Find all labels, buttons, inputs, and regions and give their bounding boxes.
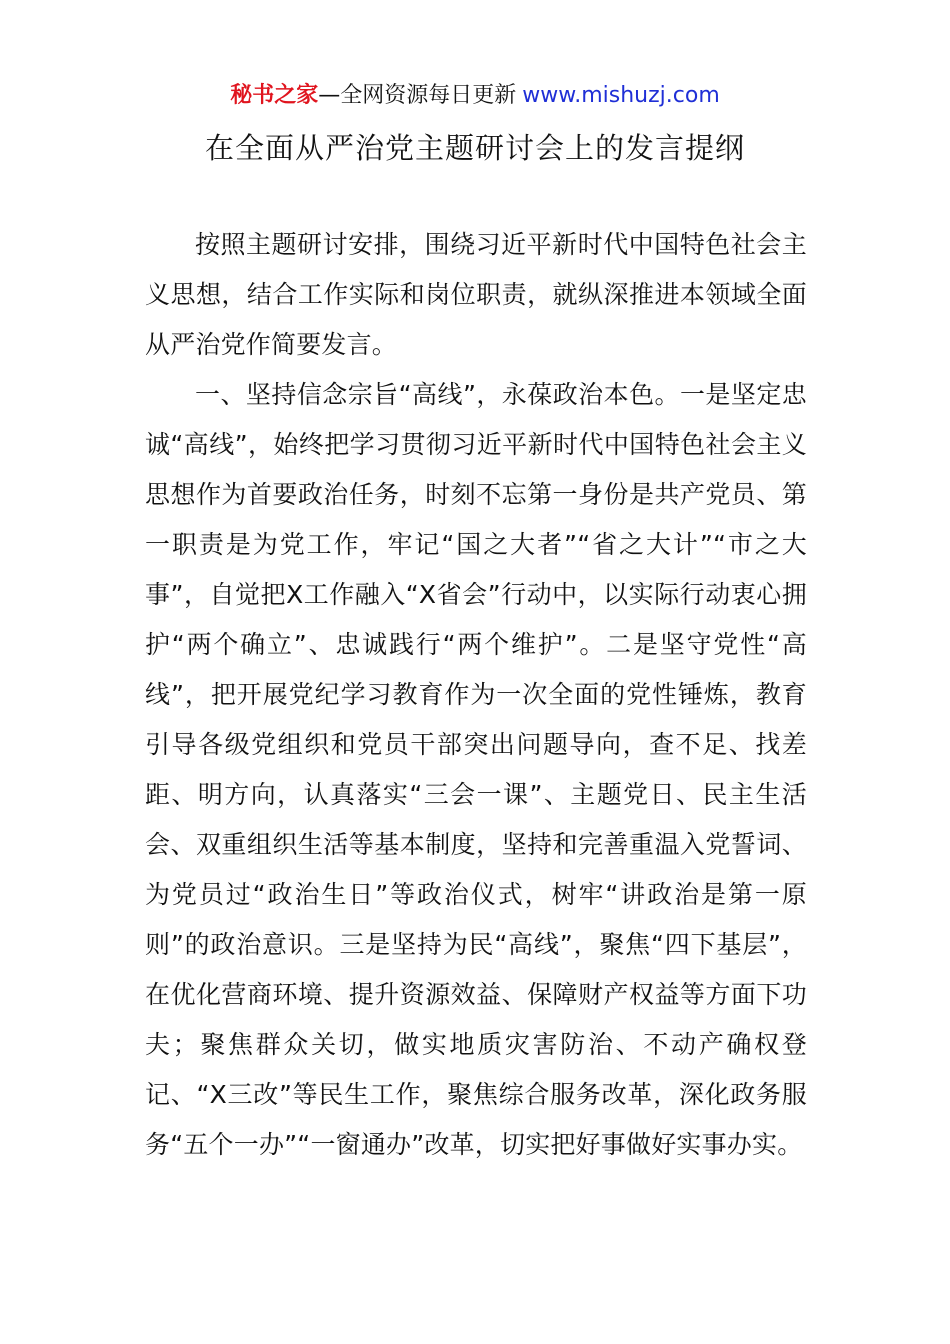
paragraph-intro: 按照主题研讨安排，围绕习近平新时代中国特色社会主义思想，结合工作实际和岗位职责，就纵深推进本领域全面从严治党作简要发言。 (145, 230, 807, 359)
document-title: 在全面从严治党主题研讨会上的发言提纲 (204, 131, 745, 165)
site-header (0, 80, 950, 112)
document-body (145, 220, 807, 1170)
site-url-link[interactable]: www.mishuzj.com (522, 83, 720, 108)
header-slogan: —全网资源每日更新 (318, 83, 517, 108)
paragraph-section-one: 一、坚持信念宗旨“高线”，永葆政治本色。一是坚定忠诚“高线”，始终把学习贯彻习近平新时代中国特色社会主义思想作为首要政治任务，时刻不忘第一身份是共产党员、第一职责是为党工作，牢记“国之大者”“省之大计”“市之大事”，自觉把X工作融入“X省会”行动中，以实际行动衷心拥护“两个确立”、忠诚践行“两个维护”。二是坚守党性“高线”，把开展党纪学习教育作为一次全面的党性锤炼，教育引导各级党组织和党员干部突出问题导向，查不足、找差距、明方向，认真落实“三会一课”、主题党日、民主生活会、双重组织生活等基本制度，坚持和完善重温入党誓词、为党员过“政治生日”等政治仪式，树牢“讲政治是第一原则”的政治意识。三是坚持为民“高线”，聚焦“四下基层”，在优化营商环境、提升资源效益、保障财产权益等方面下功夫；聚焦群众关切，做实地质灾害防治、不动产确权登记、“X三改”等民生工作，聚焦综合服务改革，深化政务服务“五个一办”“一窗通办”改革，切实把好事做好实事办实。 (145, 380, 807, 1159)
brand-name: 秘书之家 (230, 83, 319, 108)
